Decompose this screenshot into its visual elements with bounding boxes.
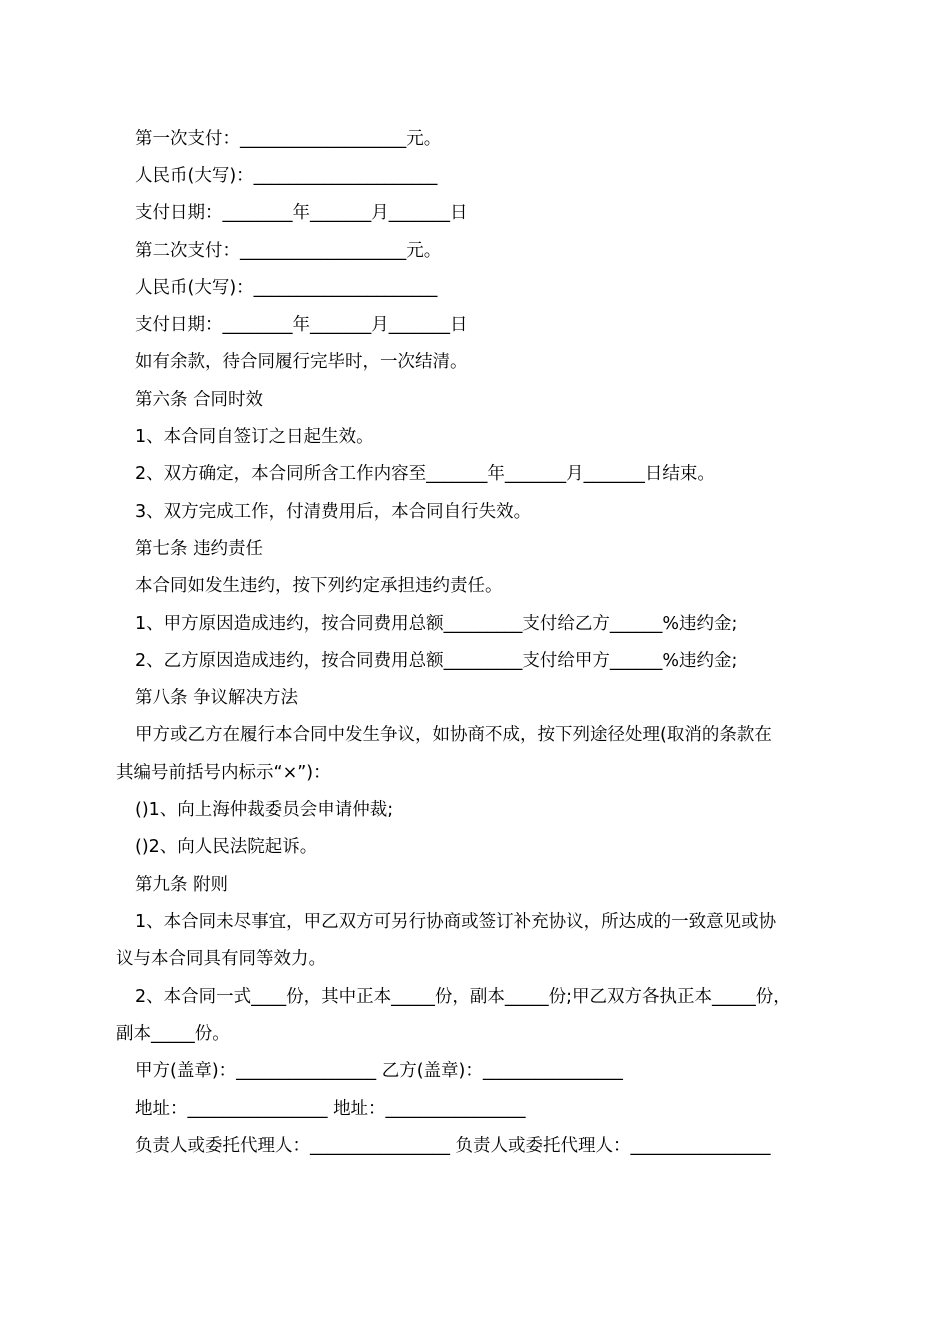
article-six-heading: 第六条 合同时效 bbox=[135, 390, 264, 410]
article-six-clause-1: 1、本合同自签订之日起生效。 bbox=[135, 427, 374, 447]
article-seven-clause-2: 2、乙方原因造成违约，按合同费用总额_________支付给甲方______%违约金; bbox=[135, 651, 738, 671]
second-payment-date-line: 支付日期：________年_______月_______日 bbox=[135, 315, 468, 335]
article-nine-heading: 第九条 附则 bbox=[135, 875, 229, 895]
article-eight-paragraph-line-2: 其编号前括号内标示“×”)： bbox=[116, 763, 331, 783]
second-payment-line: 第二次支付：___________________元。 bbox=[135, 241, 442, 261]
first-payment-date-line: 支付日期：________年_______月_______日 bbox=[135, 203, 468, 223]
article-six-clause-3: 3、双方完成工作，付清费用后，本合同自行失效。 bbox=[135, 502, 532, 522]
article-eight-option-1: ()1、向上海仲裁委员会申请仲裁; bbox=[135, 800, 394, 820]
article-nine-clause-1-line-1: 1、本合同未尽事宜，甲乙双方可另行协商或签订补充协议，所达成的一致意见或协 bbox=[135, 912, 777, 932]
article-eight-heading: 第八条 争议解决方法 bbox=[135, 688, 299, 708]
article-eight-option-2: ()2、向人民法院起诉。 bbox=[135, 837, 318, 857]
article-nine-clause-1-line-2: 议与本合同具有同等效力。 bbox=[116, 949, 326, 969]
article-seven-clause-1: 1、甲方原因造成违约，按合同费用总额_________支付给乙方______%违约金; bbox=[135, 614, 738, 634]
article-nine-clause-2-line-2: 副本_____份。 bbox=[116, 1024, 230, 1044]
balance-settlement-line: 如有余款，待合同履行完毕时，一次结清。 bbox=[135, 352, 468, 372]
first-payment-line: 第一次支付：___________________元。 bbox=[135, 129, 442, 149]
signature-address-line: 地址：________________ 地址：________________ bbox=[135, 1099, 526, 1119]
article-six-clause-2: 2、双方确定，本合同所含工作内容至_______年_______月_______日结束。 bbox=[135, 464, 715, 484]
article-seven-heading: 第七条 违约责任 bbox=[135, 539, 264, 559]
signature-representative-line: 负责人或委托代理人：________________ 负责人或委托代理人：________________ bbox=[135, 1136, 771, 1156]
article-seven-intro: 本合同如发生违约，按下列约定承担违约责任。 bbox=[135, 576, 503, 596]
article-nine-clause-2-line-1: 2、本合同一式____份，其中正本_____份，副本_____份;甲乙双方各执正本_____份， bbox=[135, 987, 791, 1007]
signature-seal-line: 甲方(盖章)：________________ 乙方(盖章)：________________ bbox=[135, 1061, 623, 1081]
second-rmb-uppercase-line: 人民币(大写)：_____________________ bbox=[135, 278, 438, 298]
first-rmb-uppercase-line: 人民币(大写)：_____________________ bbox=[135, 166, 438, 186]
article-eight-paragraph-line-1: 甲方或乙方在履行本合同中发生争议，如协商不成，按下列途径处理(取消的条款在 bbox=[135, 725, 772, 745]
